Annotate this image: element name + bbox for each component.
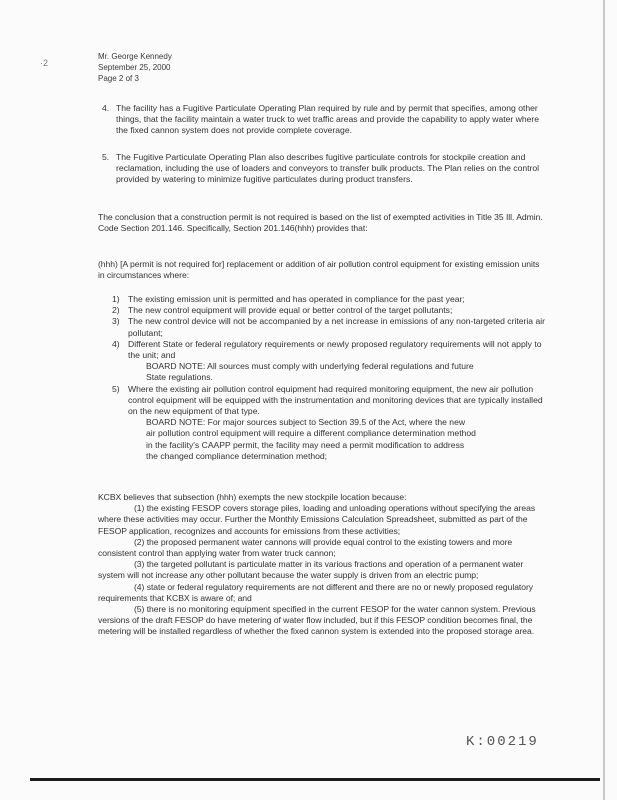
- item-text: The existing emission unit is permitted and has operated in compliance for the past year;: [128, 294, 465, 304]
- list-item: [102, 103, 546, 137]
- letter-date: September 25, 2000: [98, 63, 171, 72]
- regulation-quote-intro: [98, 259, 544, 281]
- item-text: The facility has a Fugitive Particulate Operating Plan required by rule and by permit that specifies, among other things, that the facility maintain a water truck to wet traffic areas and provide the capability to apply water where the fixed cannon system does not provide complete coverage.: [116, 103, 540, 136]
- list-item: [112, 316, 546, 338]
- page-number: Page 2 of 3: [98, 74, 139, 83]
- quote-intro-text: (hhh) [A permit is not required for] replacement or addition of air pollution control equipment for existing emission units in circumstances where:: [98, 259, 540, 281]
- list-item: [112, 383, 546, 418]
- list-item: [112, 305, 546, 316]
- scan-edge-right: [603, 0, 605, 800]
- item-number: 3): [112, 316, 120, 327]
- item-number: 5.: [102, 152, 110, 162]
- list-item: [112, 338, 546, 361]
- list-item: [102, 152, 546, 186]
- scan-edge-line: [30, 778, 600, 781]
- item-text: Different State or federal regulatory requirements or newly proposed regulatory requirements will not apply to the unit; and: [128, 338, 542, 361]
- item-text: The new control equipment will provide equal or better control of the target pollutants;: [128, 305, 453, 316]
- criteria-list: [112, 294, 546, 462]
- item-text: Where the existing air pollution control equipment had required monitoring equipment, the new air pollution control equipment will be equipped with the instrumentation and monitoring devices that are typically installed on the new equipment of that type.: [128, 383, 543, 417]
- item-number: 5): [112, 383, 120, 394]
- board-note: BOARD NOTE: All sources must comply with underlying federal regulations and future State regulations.: [146, 361, 474, 383]
- item-number: 4.: [102, 103, 110, 113]
- reason-item: (3) the targeted pollutant is particulate matter in its various fractions and operation of a permanent water system will not increase any other pollutant because the water supply is driven from an electric pump;: [98, 559, 524, 581]
- reason-item: (1) the existing FESOP covers storage piles, loading and unloading operations without specifying the areas where these activities may occur. Further the Monthly Emissions Calculation Spreadsheet, submitted as part of the FESOP application, recognizes and accounts for emissions from these activities;: [98, 503, 536, 536]
- conclusion-paragraph: [98, 212, 544, 234]
- reason-item: (5) there is no monitoring equipment specified in the current FESOP for the water cannon system. Previous versions of the draft FESOP do have metering of water flow included, but if this FESOP condition becomes final, the metering will be installed regardless of whether the fixed cannon system is extended into the proposed storage area.: [98, 604, 536, 637]
- item-number: 2): [112, 305, 120, 316]
- reason-item: (2) the proposed permanent water cannons will provide equal control to the existing towers and more consistent control than applying water from water truck cannon;: [98, 536, 513, 559]
- bates-number: K:00219: [466, 734, 539, 750]
- item-number: 1): [112, 294, 120, 304]
- conclusion-text: The conclusion that a construction permit is not required is based on the list of exempted activities in Title 35 Ill. Admin. Code Section 201.146. Specifically, Section 201.146(hhh) provides that:: [98, 212, 543, 234]
- letter-header: [98, 51, 172, 84]
- kcbx-intro: KCBX believes that subsection (hhh) exempts the new stockpile location because:: [98, 492, 407, 502]
- item-text: The Fugitive Particulate Operating Plan also describes fugitive particulate controls for stockpile creation and reclamation, including the use of loaders and conveyors to transfer bulk products. The Plan relies on the control provided by watering to minimize fugitive particulates during product transfers.: [116, 152, 540, 185]
- reason-item: (4) state or federal regulatory requirements are not different and there are no or newly proposed regulatory requirements that KCBX is aware of; and: [98, 581, 534, 603]
- margin-mark: ·2: [40, 58, 49, 68]
- kcbx-paragraph: [98, 492, 544, 638]
- item-text: The new control device will not be accompanied by a net increase in emissions of any non-targeted criteria air pollutant;: [128, 316, 546, 338]
- recipient-name: Mr. George Kennedy: [98, 52, 172, 61]
- board-note: BOARD NOTE: For major sources subject to Section 39.5 of the Act, where the new air pollution control equipment will require a different compliance determination method in the facility's CAAPP permit, the facility may need a permit modification to address the changed compliance determination method;: [146, 417, 476, 461]
- list-item: [112, 294, 546, 305]
- item-number: 4): [112, 338, 120, 349]
